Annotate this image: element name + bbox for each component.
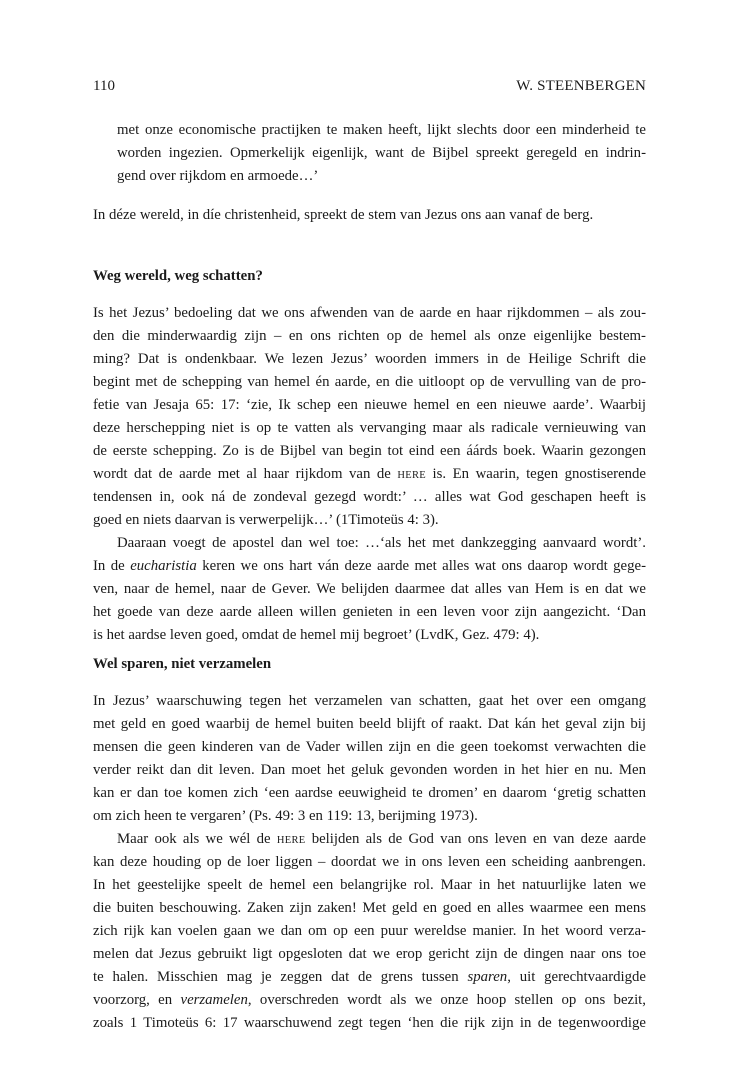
text-run: voorzorg, en xyxy=(93,992,173,1008)
quote-line: gend over rijkdom en armoede…’ xyxy=(117,168,319,184)
small-caps-here: HERE xyxy=(397,470,426,481)
text-run: , overschreden wordt als we onze hoop stellen op ons bezit, xyxy=(247,992,646,1008)
text-run: te halen. Misschien mag je zeggen dat de grens tussen xyxy=(93,969,459,985)
body-line: die buiten beschouwing. Zaken zijn zaken! Met geld en goed en alles waarmee een mens xyxy=(93,900,646,916)
text-run: is. En waarin, tegen gnostiserende xyxy=(432,466,646,482)
text-run: Maar ook als we wél de xyxy=(117,831,271,847)
body-line: ven, naar de hemel, naar de Gever. We belijden daarmee dat alles van Hem is en dat we xyxy=(93,581,646,597)
body-line: fetie van Jesaja 65: 17: ‘zie, Ik schep een nieuwe hemel en een nieuwe aarde’. Waarbij xyxy=(93,397,646,413)
body-line: zoals 1 Timoteüs 6: 17 waarschuwend zegt tegen ‘hen die rijk zijn in de tegenwoordige xyxy=(93,1015,646,1031)
text-run: In de xyxy=(93,558,125,574)
section-heading: Weg wereld, weg schatten? xyxy=(93,268,263,284)
body-line: verder reikt dan dit leven. Dan moet het geluk gevonden worden in het hier en nu. Men xyxy=(93,762,646,778)
body-line: kan deze houding op de loer liggen – doordat we in ons leven een scheiding aanbrengen. xyxy=(93,854,646,870)
body-line: deze herschepping niet is op te vatten als vervanging maar als radicale vernieuwing van xyxy=(93,420,646,436)
body-line: kan er dan toe komen zich ‘een aardse eeuwigheid te dromen’ en daarom ‘gretig schatten xyxy=(93,785,646,801)
body-line: ming? Dat is ondenkbaar. We lezen Jezus’ woorden immers in de Heilige Schrift die xyxy=(93,351,646,367)
section-heading: Wel sparen, niet verzamelen xyxy=(93,656,272,672)
body-line: is het aardse leven goed, omdat de hemel mij begroet’ (LvdK, Gez. 479: 4). xyxy=(93,627,540,643)
body-line xyxy=(93,464,646,484)
quote-line: met onze economische practijken te maken heeft, lijkt slechts door een minderheid te xyxy=(117,122,646,138)
body-line: In Jezus’ waarschuwing tegen het verzamelen van schatten, gaat het over een omgang xyxy=(93,693,646,709)
body-line: zich rijk kan voelen gaan we dan om op een puur wereldse manier. In het woord verza- xyxy=(93,923,646,939)
italic-term: sparen xyxy=(467,969,508,985)
body-line: tendensen in, ook ná de zondeval gezegd wordt:’ … alles wat God geschapen heeft is xyxy=(93,489,646,505)
body-line: het goede van deze aarde alleen willen genieten in een leven voor zijn aangezicht. ‘Dan xyxy=(93,604,646,620)
body-line: Is het Jezus’ bedoeling dat we ons afwenden van de aarde en haar rijkdommen – als zou- xyxy=(93,305,646,321)
running-head: W. STEENBERGEN xyxy=(516,78,646,94)
italic-term: verzamelen xyxy=(180,992,248,1008)
quote-line: worden ingezien. Opmerkelijk eigenlijk, want de Bijbel spreekt geregeld en indrin- xyxy=(117,145,646,161)
body-line xyxy=(93,967,646,987)
text-run: wordt dat de aarde met al haar rijkdom van de xyxy=(93,466,391,482)
body-line: om zich heen te vergaren’ (Ps. 49: 3 en 119: 13, berijming 1973). xyxy=(93,808,478,824)
page-number: 110 xyxy=(93,78,115,94)
page-header xyxy=(93,78,646,98)
body-line xyxy=(93,990,646,1010)
body-line: den die minderwaardig zijn – en ons richten op de hemel als onze eigenlijke bestem- xyxy=(93,328,646,344)
body-line: In het geestelijke speelt de hemel een belangrijke rol. Maar in het natuurlijke laten we xyxy=(93,877,646,893)
body-paragraph: In déze wereld, in díe christenheid, spreekt de stem van Jezus ons aan vanaf de berg. xyxy=(93,207,594,223)
body-line: mensen die geen kinderen van de Vader willen zijn en die geen toekomst verwachten die xyxy=(93,739,646,755)
body-line: begint met de schepping van hemel én aarde, en die uitloopt op de vervulling van de pro- xyxy=(93,374,646,390)
body-line: Daaraan voegt de apostel dan wel toe: …‘als het met dankzegging aanvaard wordt’. xyxy=(117,535,646,551)
text-run: , uit gerechtvaardigde xyxy=(507,969,646,985)
text-run: belijden als de God van ons leven en van deze aarde xyxy=(311,831,646,847)
body-line: goed en niets daarvan is verwerpelijk…’ (1Timoteüs 4: 3). xyxy=(93,512,439,528)
small-caps-here: HERE xyxy=(276,835,306,846)
body-line xyxy=(93,556,646,576)
body-line: de eerste schepping. Zo is de Bijbel van begin tot eind een áárds boek. Waarin gezongen xyxy=(93,443,646,459)
body-line xyxy=(117,829,646,849)
body-line: met geld en goed waarbij de hemel buiten beeld blijft of raakt. Dat kán het geval zijn bij xyxy=(93,716,646,732)
italic-term: eucharistia xyxy=(130,558,197,574)
body-line: melen dat Jezus gebruikt ligt opgesloten dat we erop gericht zijn de dingen naar ons toe xyxy=(93,946,646,962)
text-run: keren we ons hart ván deze aarde met alles wat ons daarop wordt gege- xyxy=(202,558,647,574)
